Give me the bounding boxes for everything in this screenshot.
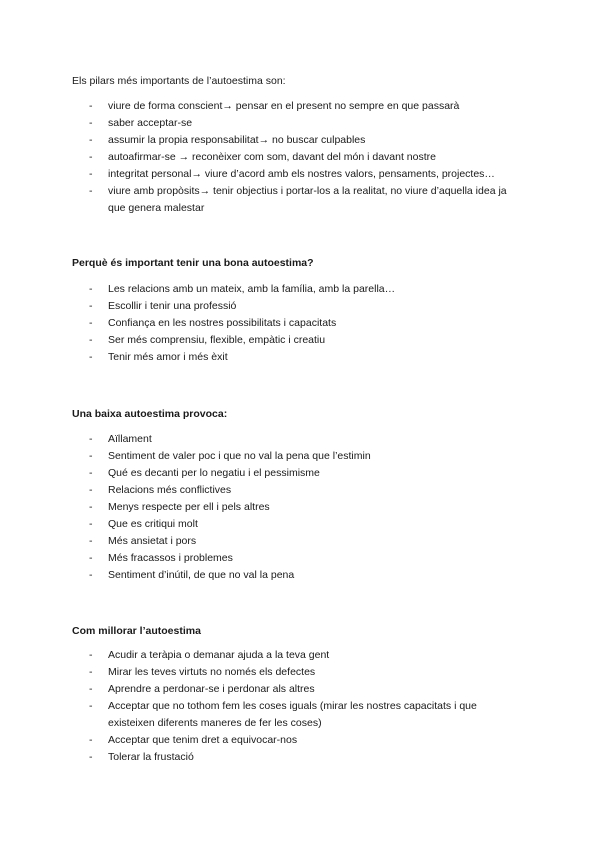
bullet-dash: -	[89, 467, 93, 479]
bullet-dash: -	[89, 283, 93, 295]
list-item: - Les relacions amb un mateix, amb la família, amb la parella…	[72, 281, 538, 298]
bullet-dash: -	[89, 351, 93, 363]
list-item: - viure amb propòsits→ tenir objectius i portar-los a la realitat, no viure d’aquella idea ja que genera malestar	[89, 185, 507, 214]
bullet-dash: -	[89, 134, 93, 146]
list-item: - Qué es decanti per lo negatiu i el pessimisme	[72, 465, 538, 482]
list-item: - Relacions més conflictives	[72, 482, 538, 499]
bullet-dash: -	[89, 100, 93, 112]
bullet-dash: -	[89, 317, 93, 329]
bullet-dash: -	[89, 151, 93, 163]
bullet-dash: -	[89, 185, 93, 197]
bullet-dash: -	[89, 535, 93, 547]
bullet-dash: -	[89, 751, 93, 763]
list-item: - Confiança en les nostres possibilitats i capacitats	[72, 315, 538, 332]
list-item: - Aïllament	[72, 431, 538, 448]
section-heading-improve: Com millorar l’autoestima	[72, 625, 201, 637]
list-item: - Més fracassos i problemes	[72, 550, 538, 567]
list-item: - Escollir i tenir una professió	[72, 298, 538, 315]
list-item: - Acudir a teràpia o demanar ajuda a la teva gent	[72, 647, 538, 664]
list-item: - Menys respecte per ell i pels altres	[72, 499, 538, 516]
list-item: - Acceptar que no tothom fem les coses iguals (mirar les nostres capacitats i que existeixen diferents maneres de fer les coses)	[89, 700, 477, 729]
bullet-dash: -	[89, 683, 93, 695]
list-item: - Ser més comprensiu, flexible, empàtic i creatiu	[72, 332, 538, 349]
bullet-dash: -	[89, 649, 93, 661]
bullet-dash: -	[89, 300, 93, 312]
list-item: - Sentiment de valer poc i que no val la pena que l’estimin	[72, 448, 538, 465]
pillars-list	[72, 98, 538, 217]
importance-list	[72, 281, 538, 366]
bullet-dash: -	[89, 666, 93, 678]
list-item: - saber acceptar-se	[72, 115, 538, 132]
bullet-dash: -	[89, 569, 93, 581]
section-heading-importance: Perquè és important tenir una bona autoestima?	[72, 257, 314, 269]
bullet-dash: -	[89, 501, 93, 513]
bullet-dash: -	[89, 334, 93, 346]
list-item: - Que es critiqui molt	[72, 516, 538, 533]
bullet-dash: -	[89, 734, 93, 746]
list-item: - Aprendre a perdonar-se i perdonar als altres	[72, 681, 538, 698]
improve-list	[72, 647, 538, 766]
list-item: - autoafirmar-se → reconèixer com som, davant del món i davant nostre	[72, 149, 538, 166]
list-item: - Més ansietat i pors	[72, 533, 538, 550]
section-heading-low-self-esteem: Una baixa autoestima provoca:	[72, 408, 228, 420]
list-item: - Mirar les teves virtuts no només els defectes	[72, 664, 538, 681]
bullet-dash: -	[89, 168, 93, 180]
bullet-dash: -	[89, 450, 93, 462]
low-self-esteem-list	[72, 431, 538, 584]
list-item: - Tolerar la frustació	[72, 749, 538, 766]
bullet-dash: -	[89, 518, 93, 530]
list-item: - Sentiment d’inútil, de que no val la pena	[72, 567, 538, 584]
bullet-dash: -	[89, 484, 93, 496]
bullet-dash: -	[89, 700, 93, 712]
bullet-dash: -	[89, 117, 93, 129]
list-item: - Acceptar que tenim dret a equivocar-nos	[72, 732, 538, 749]
list-item: - integritat personal→ viure d’acord amb els nostres valors, pensaments, projectes…	[72, 166, 538, 183]
bullet-dash: -	[89, 552, 93, 564]
bullet-dash: -	[89, 433, 93, 445]
list-item: - Tenir més amor i més èxit	[72, 349, 538, 366]
list-item: - assumir la propia responsabilitat→ no buscar culpables	[72, 132, 538, 149]
list-item: - viure de forma conscient→ pensar en el present no sempre en que passarà	[72, 98, 538, 115]
section-heading-pillars: Els pilars més importants de l’autoestima son:	[72, 75, 286, 87]
